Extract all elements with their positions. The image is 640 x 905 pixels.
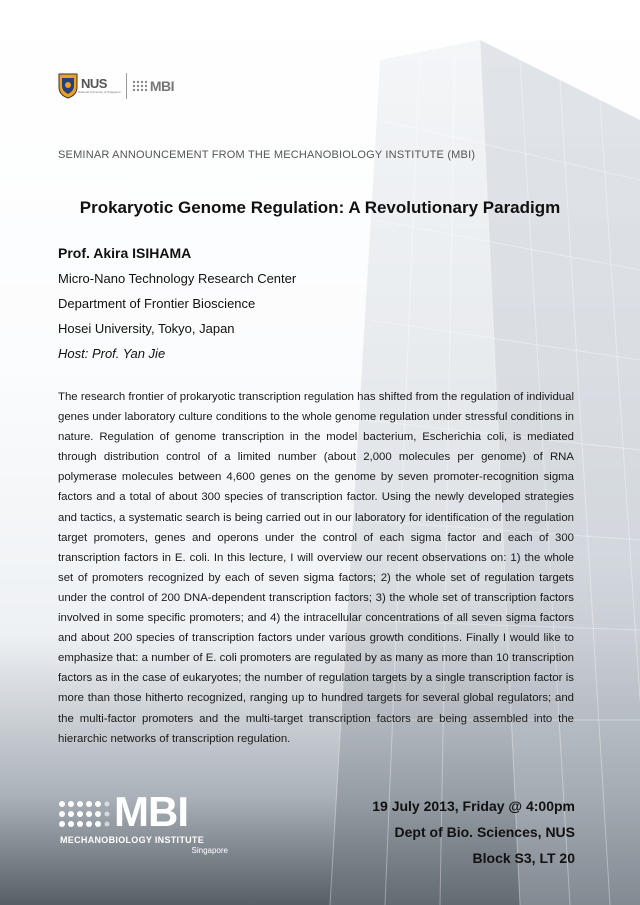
abstract-text: The research frontier of prokaryotic transcription regulation has shifted from the regulation of individual genes under laboratory culture conditions to the whole genome regulation under stressful conditions in nature. Regulation of genome transcription in the model bacterium, Escherichia coli, is mediated through distribution control of a limited number (about 2,000 molecules per genome) of RNA polymerase molecules between 4,600 genes on the genome by seven promoter-recognition sigma factors and a total of about 300 species of transcription factor. Using the newly developed strategies and tactics, a systematic search is being carried out in our laboratory for identification of the regulation target promoters, genes and operons under the control of each sigma factor and each of 300 transcription factors in E. coli. In this lecture, I will overview our recent observations on: 1) the whole set of promoters recognized by each of seven sigma factors; 2) the whole set of regulation targets under the control of 200 DNA-dependent transcription factors; 3) the whole set of transcription factors involved in some specific promoters; and 4) the intracellular concentrations of all seven sigma factors and about 200 species of transcription factors under various growth conditions. Finally I would like to emphasize that: a number of E. coli promoters are regulated by as many as more than 10 transcription factors as in the case of eukaryotes; the number of regulation targets by a single transcription factor is more than those hitherto recognized, ranging up to hundred targets for several global regulators; and the multi-factor promoters and the multi-target transcription factors are being assembled into the hierarchic networks of transcription regulation. bbox=[58, 391, 574, 745]
mbi-small-logo bbox=[132, 78, 174, 94]
mbi-small-logo-text: MBI bbox=[149, 78, 175, 94]
host-name: Host: Prof. Yan Jie bbox=[58, 346, 166, 361]
nus-logo-text: NUS bbox=[81, 76, 107, 91]
seminar-announcement-heading: SEMINAR ANNOUNCEMENT FROM THE MECHANOBIOLOGY INSTITUTE (MBI) bbox=[58, 149, 476, 161]
mbi-logo-letters: MBI bbox=[114, 788, 188, 835]
header-logos bbox=[58, 68, 174, 104]
speaker-name: Prof. Akira ISIHAMA bbox=[58, 245, 192, 261]
nus-logo-subtext: National University of Singapore bbox=[78, 90, 121, 94]
mbi-dots-icon bbox=[132, 80, 148, 92]
nus-logo bbox=[78, 78, 121, 94]
nus-crest-icon bbox=[58, 73, 78, 99]
speaker-affiliation-center: Micro-Nano Technology Research Center bbox=[58, 271, 297, 286]
logo-divider bbox=[126, 73, 127, 99]
event-date-time: 19 July 2013, Friday @ 4:00pm bbox=[372, 798, 575, 814]
talk-title: Prokaryotic Genome Regulation: A Revolutionary Paradigm bbox=[79, 198, 561, 217]
speaker-affiliation-university: Hosei University, Tokyo, Japan bbox=[58, 321, 235, 336]
event-room: Block S3, LT 20 bbox=[472, 850, 575, 866]
mbi-logo-name: MECHANOBIOLOGY INSTITUTE bbox=[60, 835, 205, 845]
mbi-footer-logo bbox=[58, 788, 238, 860]
mbi-logo-location: Singapore bbox=[191, 846, 228, 855]
mbi-logo-dots-icon bbox=[58, 800, 110, 832]
event-venue: Dept of Bio. Sciences, NUS bbox=[394, 824, 575, 840]
speaker-affiliation-department: Department of Frontier Bioscience bbox=[58, 296, 256, 311]
